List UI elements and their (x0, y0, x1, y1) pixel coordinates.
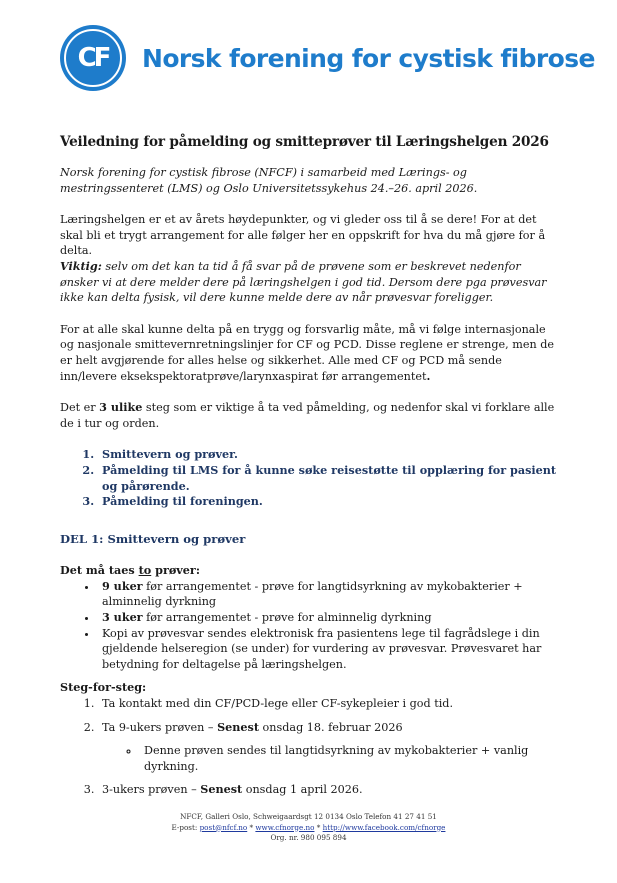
test-item: • Kopi av prøvesvar sendes elektronisk fra pasientens lege til fagrådslege i din gjeldende helseregion (se under) for vurdering av prøvesvar. Prøvesvaret har betydning for deltagelse på læringshelgen. (98, 626, 560, 673)
steps-list (60, 447, 560, 509)
tests-list (60, 579, 560, 673)
step-by-step-item: 3. 3-ukers prøven – Senest onsdag 1 april 2026. (98, 782, 560, 798)
welcome-paragraph (60, 212, 560, 306)
step-by-step-heading: Steg-for-steg: (60, 680, 147, 695)
logo-mark: CF (77, 43, 109, 73)
sub-item: ◦ Denne prøven sendes til langtidsyrkning av mykobakterier + vanlig dyrkning. (140, 743, 560, 774)
step-item: 2. Påmelding til LMS for å kunne søke reisestøtte til opplæring for pasient og pårørende. (98, 463, 560, 494)
page-footer (0, 812, 617, 844)
important-text: selv om det kan ta tid å få svar på de prøvene som er beskrevet nedenfor ønsker vi at dere melder dere på læringshelgen i god tid. Dersom dere pga prøvesvar ikke kan delta fysisk, vil dere kunne melde dere av når prøvesvar foreligger. (60, 259, 547, 305)
org-logo (60, 25, 595, 91)
test-item: • 9 uker før arrangementet - prøve for langtidsyrkning av mykobakterier + alminnelig dyrkning (98, 579, 560, 610)
sub-list (102, 743, 560, 774)
org-name: Norsk forening for cystisk fibrose (142, 43, 595, 73)
document-body (60, 133, 560, 806)
section-heading: DEL 1: Smittevern og prøver (60, 531, 246, 546)
step-item: 1. Smittevern og prøver. (98, 447, 560, 463)
step-by-step-item: 2. Ta 9-ukers prøven – Senest onsdag 18. februar 2026 ◦ Denne prøven sendes til langtidsyrkning av mykobakterier + vanlig dyrkning. (98, 720, 560, 775)
important-label: Viktig: (60, 258, 102, 273)
step-by-step-item: 1. Ta kontakt med din CF/PCD-lege eller CF-sykepleier i god tid. (98, 696, 560, 712)
footer-contact: E-post: post@nfcf.no * www.cfnorge.no * http://www.facebook.com/cfnorge (171, 822, 446, 832)
step-item: 3. Påmelding til foreningen. (98, 494, 560, 510)
step-by-step-list (60, 696, 560, 798)
guidelines-paragraph: For at alle skal kunne delta på en trygg og forsvarlig måte, må vi følge internasjonale og nasjonale smittevernretningslinjer for CF og PCD. Disse reglene er strenge, men de er helt avgjørende for alles helse og sikkerhet. Alle med CF og PCD må sende inn/levere eksekspektoratprøve/larynxaspirat før arrangementet. (60, 322, 555, 383)
document-title: Veiledning for påmelding og smitteprøver til Læringshelgen 2026 (60, 134, 549, 150)
tests-heading: Det må taes to prøver: (60, 563, 200, 578)
test-item: • 3 uker før arrangementet - prøve for alminnelig dyrkning (98, 610, 560, 626)
cf-logo-icon (60, 25, 126, 91)
welcome-text: Læringshelgen er et av årets høydepunkter, og vi gleder oss til å se dere! For at det skal bli et trygt arrangement for alle følger her en oppskrift for hva du må gjøre for å delta. (60, 213, 546, 258)
facebook-link[interactable]: http://www.facebook.com/cfnorge (322, 822, 446, 832)
intro-paragraph: Norsk forening for cystisk fibrose (NFCF) i samarbeid med Lærings- og mestringssenteret (LMS) og Oslo Universitetssykehus 24.–26. april 2026. (60, 166, 478, 195)
guidelines-text: For at alle skal kunne delta på en trygg og forsvarlig måte, må vi følge internasjonale og nasjonale smittevernretningslinjer for CF og PCD. Disse reglene er strenge, men de er helt avgjørende for alles helse og sikkerhet. Alle med CF og PCD må sende inn/levere eksekspektoratprøve/larynxaspirat før arrangementet (60, 322, 555, 383)
steps-intro-paragraph: Det er 3 ulike steg som er viktige å ta ved påmelding, og nedenfor skal vi forklare alle de i tur og orden. (60, 400, 555, 430)
footer-address: NFCF, Galleri Oslo, Schweigaardsgt 12 0134 Oslo Telefon 41 27 41 51 (180, 812, 437, 821)
footer-org-number: Org. nr. 980 095 894 (270, 833, 347, 842)
steps-count: 3 ulike (99, 400, 143, 415)
website-link[interactable]: www.cfnorge.no (255, 822, 315, 832)
email-link[interactable]: post@nfcf.no (199, 822, 248, 832)
